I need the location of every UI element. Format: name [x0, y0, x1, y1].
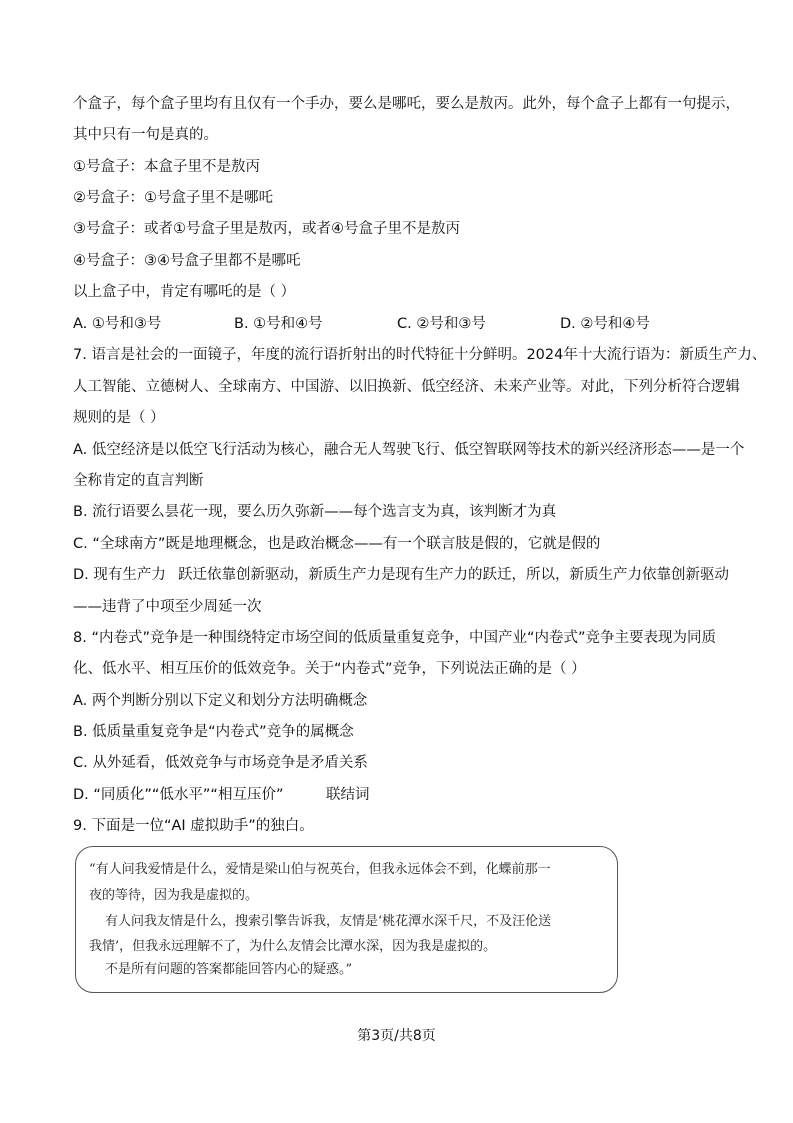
box-4-hint: ④号盒子：③④号盒子里都不是哪吒 [73, 253, 301, 269]
q6-option-d: D. ②号和④号 [560, 316, 650, 332]
q8-option-b: B. 低质量重复竞争是“内卷式”竞争的属概念 [73, 724, 354, 740]
q6-option-a: A. ①号和③号 [73, 316, 162, 332]
intro-line-2: 其中只有一句是真的。 [73, 127, 218, 143]
monologue-line-2: 夜的等待，因为我是虚拟的。 [89, 888, 259, 903]
q7-option-a-line-2: 全称肯定的直言判断 [73, 473, 204, 489]
q7-option-d-line-2: ——违背了中项至少周延一次 [73, 599, 262, 615]
q8-option-a: A. 两个判断分别以下定义和划分方法明确概念 [73, 693, 368, 709]
q7-option-c: C. “全球南方”既是地理概念，也是政治概念——有一个联言肢是假的，它就是假的 [73, 536, 601, 552]
q8-stem-line-2: 化、低水平、相互压价的低效竞争。关于“内卷式”竞争，下列说法正确的是（ ） [73, 661, 586, 677]
box-1-hint: ①号盒子：本盒子里不是敖丙 [73, 159, 260, 175]
q6-option-b: B. ①号和④号 [234, 316, 323, 332]
q8-option-c: C. 从外延看，低效竞争与市场竞争是矛盾关系 [73, 755, 368, 771]
intro-line-1: 个盒子，每个盒子里均有且仅有一个手办，要么是哪吒，要么是敖丙。此外，每个盒子上都有一句提示， [73, 96, 740, 112]
monologue-line-5: 不是所有问题的答案都能回答内心的疑惑。” [105, 962, 353, 977]
q7-option-d-part-2: 跃迁依靠创新驱动，新质生产力是现有生产力的跃迁，所以，新质生产力依靠创新驱动 [178, 567, 729, 583]
monologue-line-4: 我情’，但我永远理解不了，为什么友情会比潭水深，因为我是虚拟的。 [89, 939, 497, 954]
q7-stem-line-3: 规则的是（ ） [73, 410, 165, 426]
box-3-hint: ③号盒子：或者①号盒子里是敖丙，或者④号盒子里不是敖丙 [73, 221, 460, 237]
monologue-line-1: “有人问我爱情是什么，爱情是梁山伯与祝英台，但我永远体会不到，化蝶前那一 [89, 862, 551, 877]
q8-stem-line-1: 8. “内卷式”竞争是一种围绕特定市场空间的低质量重复竞争，中国产业“内卷式”竞争主要表现为同质 [73, 630, 716, 646]
page-number: 第3页/共8页 [357, 1028, 436, 1044]
q7-option-d-part-1: D. 现有生产力 [73, 567, 166, 583]
q7-stem-line-2: 人工智能、立德树人、全球南方、中国游、以旧换新、低空经济、未来产业等。对此，下列分析符合逻辑 [73, 379, 740, 395]
box-2-hint: ②号盒子：①号盒子里不是哪吒 [73, 190, 273, 206]
q7-stem-line-1: 7. 语言是社会的一面镜子，年度的流行语折射出的时代特征十分鲜明。2024年十大流行语为：新质生产力、 [73, 347, 767, 363]
monologue-box [75, 846, 618, 993]
q7-option-b: B. 流行语要么昙花一现，要么历久弥新——每个选言支为真，该判断才为真 [73, 504, 557, 520]
q7-option-a-line-1: A. 低空经济是以低空飞行活动为核心，融合无人驾驶飞行、低空智联网等技术的新兴经济形态——是一个 [73, 442, 745, 458]
question-6-prompt: 以上盒子中，肯定有哪吒的是（ ） [73, 284, 296, 300]
q8-option-d-part-1: D. “同质化”“低水平”“相互压价” [73, 787, 284, 803]
q8-option-d-part-2: 联结词 [326, 787, 370, 803]
monologue-line-3: 有人问我友情是什么，搜索引擎告诉我，友情是‘桃花潭水深千尺，不及汪伦送 [105, 914, 552, 929]
q9-stem: 9. 下面是一位“AI 虚拟助手”的独白。 [73, 818, 314, 834]
q6-option-c: C. ②号和③号 [397, 316, 486, 332]
